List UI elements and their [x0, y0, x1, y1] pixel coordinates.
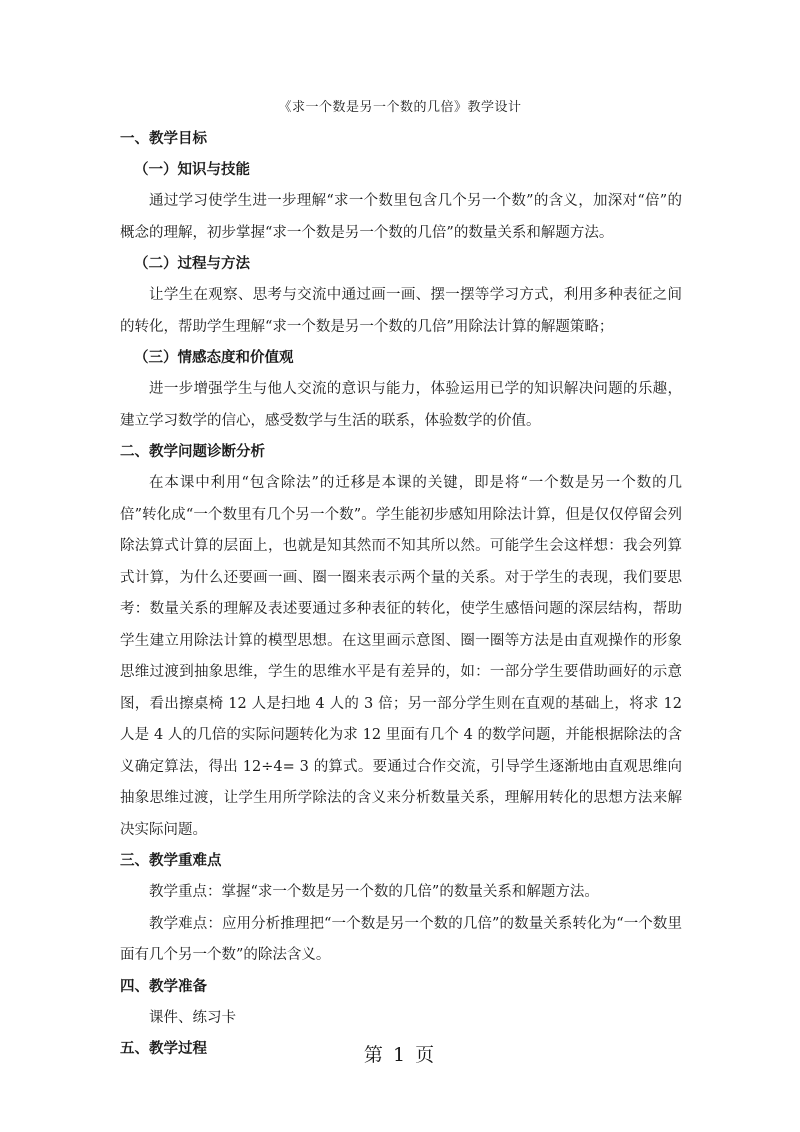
subsection-heading-knowledge: （一）知识与技能 — [134, 162, 250, 178]
section-heading-diagnosis: 二、教学问题诊断分析 — [120, 444, 265, 460]
paragraph-difficult-point: 教学难点：应用分析推理把“一个数是另一个数的几倍”的数量关系转化为“一个数里面有几个另一个数”的除法含义。 — [120, 915, 682, 963]
subsection-heading-process: （二）过程与方法 — [134, 256, 250, 272]
paragraph-preparation: 课件、练习卡 — [149, 1009, 236, 1026]
paragraph-diagnosis: 在本课中利用“包含除法”的迁移是本课的关键，即是将“一个数是另一个数的几倍”转化成“一个数里有几个另一个数”。学生能初步感知用除法计算，但是仅仅停留会列除法算式计算的层面上，也就是知其然而不知其所以然。可能学生会这样想：我会列算式计算，为什么还要画一画、圈一圈来表示两个量的关系。对于学生的表现，我们要思考：数量关系的理解及表述要通过多种表征的转化，使学生感悟问题的深层结构，帮助学生建立用除法计算的模型思想。在这里画示意图、圈一圈等方法是由直观操作的形象思维过渡到抽象思维，学生的思维水平是有差异的，如：一部分学生要借助画好的示意图，看出擦桌椅 12 人是扫地 4 人的 3 倍；另一部分学生则在直观的基础上，将求 12 人是 4 人的几倍的实际问题转化为求 12 里面有几个 4 的数学问题，并能根据除法的含义确定算法，得出 12÷4= 3 的算式。要通过合作交流，引导学生逐渐地由直观思维向抽象思维过渡，让学生用所学除法的含义来分析数量关系，理解用转化的思想方法来解决实际问题。 — [120, 475, 682, 838]
paragraph-key-point: 教学重点：掌握“求一个数是另一个数的几倍”的数量关系和解题方法。 — [149, 884, 599, 900]
paragraph-attitude: 进一步增强学生与他人交流的意识与能力，体验运用已学的知识解决问题的乐趣，建立学习数学的信心，感受数学与生活的联系，体验数学的价值。 — [120, 381, 682, 429]
document-title: 《求一个数是另一个数的几倍》教学设计 — [278, 100, 522, 115]
subsection-heading-attitude: （三）情感态度和价值观 — [134, 350, 294, 366]
paragraph-process: 让学生在观察、思考与交流中通过画一画、摆一摆等学习方式，利用多种表征之间的转化，帮助学生理解“求一个数是另一个数的几倍”用除法计算的解题策略； — [120, 287, 682, 335]
page-number: 第 1 页 — [363, 1044, 437, 1066]
section-heading-key-points: 三、教学重难点 — [120, 853, 222, 869]
section-heading-objectives: 一、教学目标 — [120, 131, 207, 147]
document-body — [120, 124, 682, 1065]
paragraph-knowledge: 通过学习使学生进一步理解“求一个数里包含几个另一个数”的含义，加深对“倍”的概念的理解，初步掌握“求一个数是另一个数的几倍”的数量关系和解题方法。 — [120, 193, 682, 241]
section-heading-process: 五、教学过程 — [120, 1041, 207, 1057]
section-heading-preparation: 四、教学准备 — [120, 978, 207, 995]
